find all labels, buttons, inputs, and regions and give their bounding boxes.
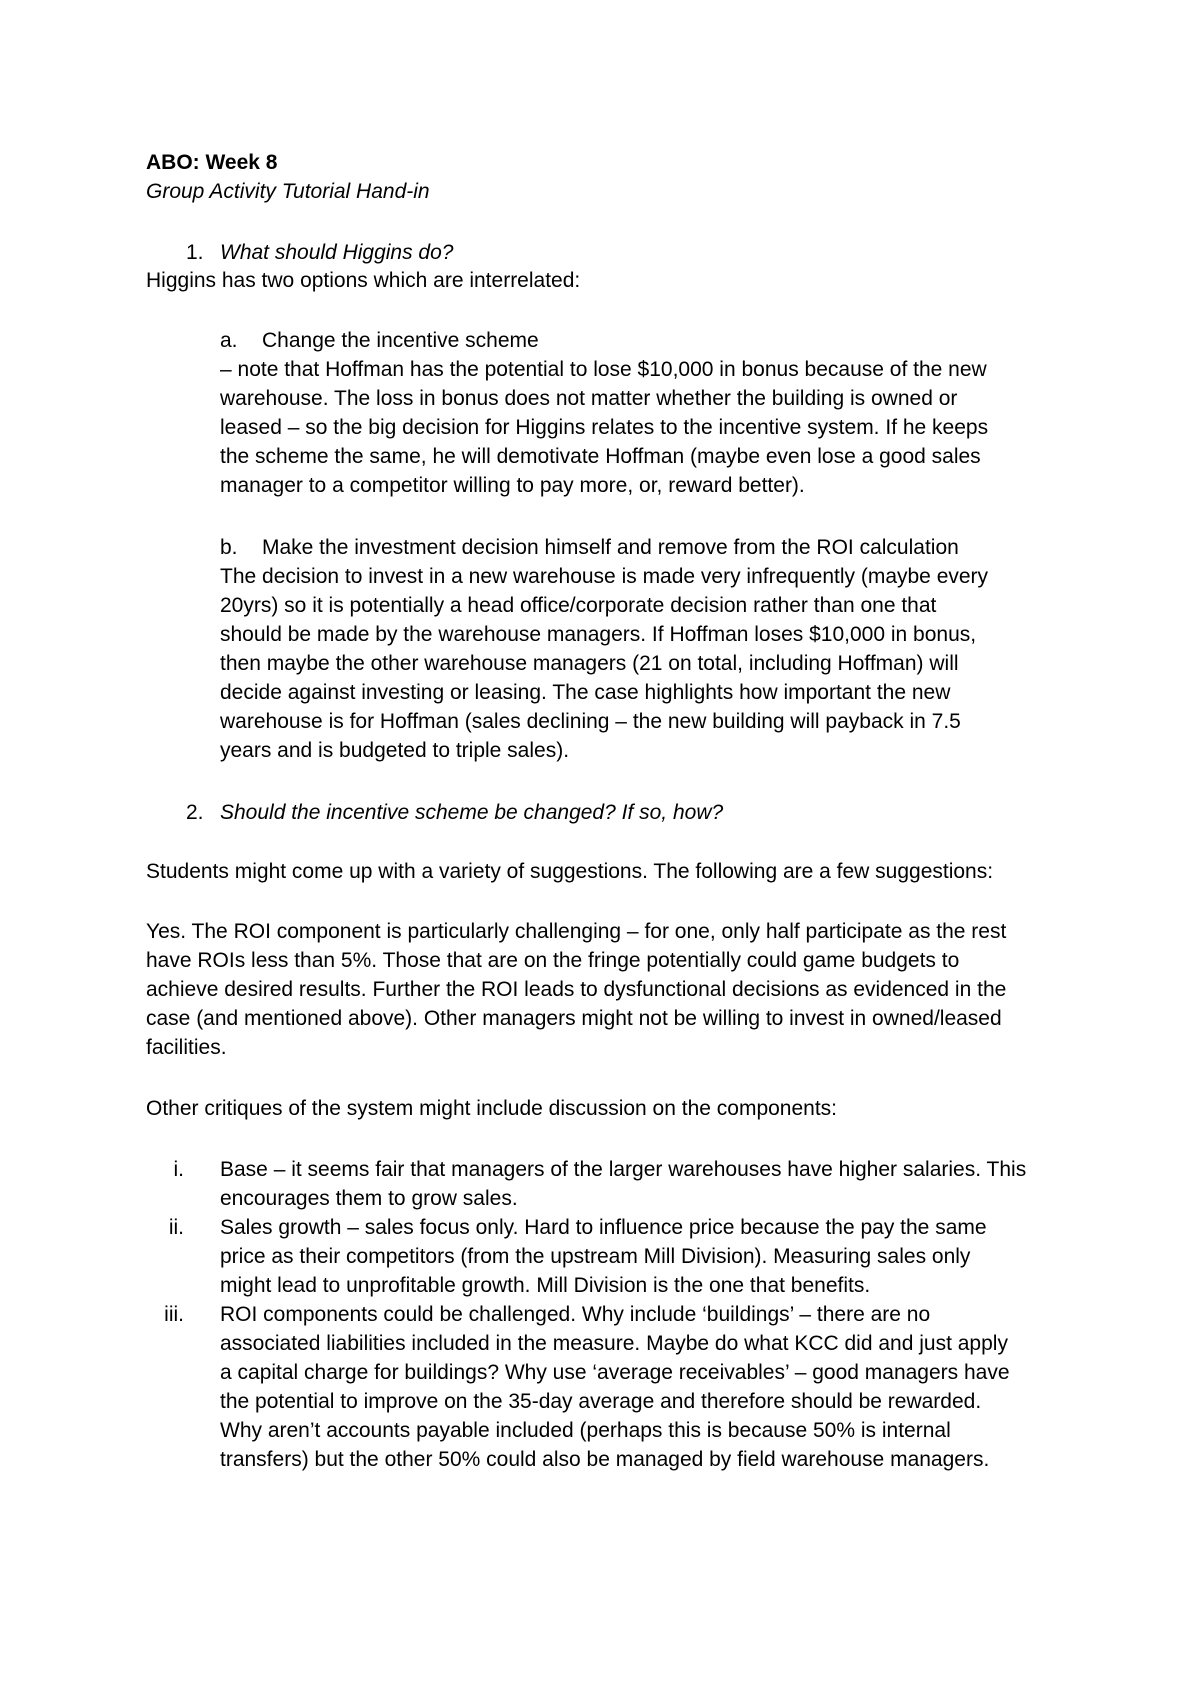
q1-intro: Higgins has two options which are interrelated: xyxy=(146,269,581,292)
option-b-line: warehouse is for Hoffman (sales declining – the new building will payback in 7.5 xyxy=(220,710,961,733)
q2-intro: Students might come up with a variety of suggestions. The following are a few suggestions: xyxy=(146,860,994,883)
option-a-marker: a. xyxy=(220,329,238,352)
item-iii-line: Why aren’t accounts payable included (perhaps this is because 50% is internal xyxy=(220,1419,951,1442)
option-b-line: The decision to invest in a new warehouse is made very infrequently (maybe every xyxy=(220,565,989,588)
item-iii-line: associated liabilities included in the measure. Maybe do what KCC did and just apply xyxy=(220,1332,1008,1355)
q1-number: 1. xyxy=(186,241,204,264)
option-b-heading: Make the investment decision himself and remove from the ROI calculation xyxy=(262,536,959,559)
q2-yes-line: Yes. The ROI component is particularly challenging – for one, only half participate as the rest xyxy=(146,920,1007,943)
q2-yes-line: case (and mentioned above). Other managers might not be willing to invest in owned/leased xyxy=(146,1007,1002,1030)
item-ii-line: price as their competitors (from the upstream Mill Division). Measuring sales only xyxy=(220,1245,971,1268)
document-subtitle: Group Activity Tutorial Hand-in xyxy=(146,180,430,203)
option-a-line: the scheme the same, he will demotivate Hoffman (maybe even lose a good sales xyxy=(220,445,981,468)
option-a-line: leased – so the big decision for Higgins relates to the incentive system. If he keeps xyxy=(220,416,989,439)
item-i-marker: i. xyxy=(173,1158,184,1181)
option-b-marker: b. xyxy=(220,536,238,559)
q2-yes-line: achieve desired results. Further the ROI leads to dysfunctional decisions as evidenced in the xyxy=(146,978,1007,1001)
q2-yes-line: have ROIs less than 5%. Those that are on the fringe potentially could game budgets to xyxy=(146,949,960,972)
item-iii-line: a capital charge for buildings? Why use ‘average receivables’ – good managers have xyxy=(220,1361,1010,1384)
q2-number: 2. xyxy=(186,801,204,824)
item-ii-marker: ii. xyxy=(168,1216,184,1239)
item-i-line: Base – it seems fair that managers of the larger warehouses have higher salaries. This xyxy=(220,1158,1027,1181)
option-b-line: decide against investing or leasing. The case highlights how important the new xyxy=(220,681,951,704)
q1-question: What should Higgins do? xyxy=(220,241,454,264)
option-a-heading: Change the incentive scheme xyxy=(262,329,539,352)
item-iii-line: ROI components could be challenged. Why include ‘buildings’ – there are no xyxy=(220,1303,931,1326)
option-a-line: manager to a competitor willing to pay more, or, reward better). xyxy=(220,474,805,497)
q2-yes-line: facilities. xyxy=(146,1036,227,1059)
option-b-line: 20yrs) so it is potentially a head office/corporate decision rather than one that xyxy=(220,594,937,617)
document-title: ABO: Week 8 xyxy=(146,151,278,174)
option-a-line: – note that Hoffman has the potential to lose $10,000 in bonus because of the new xyxy=(220,358,987,381)
item-iii-line: the potential to improve on the 35-day average and therefore should be rewarded. xyxy=(220,1390,982,1413)
critiques-intro: Other critiques of the system might include discussion on the components: xyxy=(146,1097,838,1120)
q2-question: Should the incentive scheme be changed? If so, how? xyxy=(220,801,724,824)
option-b-line: years and is budgeted to triple sales). xyxy=(220,739,570,762)
item-i-line: encourages them to grow sales. xyxy=(220,1187,518,1210)
option-a-line: warehouse. The loss in bonus does not matter whether the building is owned or xyxy=(220,387,958,410)
item-ii-line: Sales growth – sales focus only. Hard to influence price because the pay the same xyxy=(220,1216,987,1239)
option-b-line: should be made by the warehouse managers. If Hoffman loses $10,000 in bonus, xyxy=(220,623,977,646)
option-b-line: then maybe the other warehouse managers (21 on total, including Hoffman) will xyxy=(220,652,959,675)
item-ii-line: might lead to unprofitable growth. Mill Division is the one that benefits. xyxy=(220,1274,871,1297)
item-iii-line: transfers) but the other 50% could also be managed by field warehouse managers. xyxy=(220,1448,990,1471)
item-iii-marker: iii. xyxy=(164,1303,184,1326)
